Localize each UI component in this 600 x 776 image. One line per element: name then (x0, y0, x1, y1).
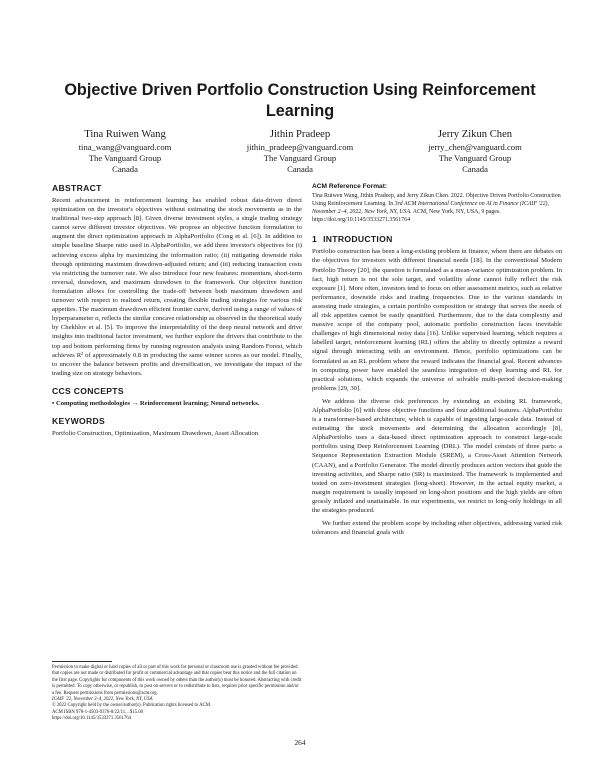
author-2 (215, 128, 385, 175)
author-org: The Vanguard Group (438, 152, 512, 163)
copyright-line: © 2022 Copyright held by the owner/author(s). Publication rights licensed to ACM. (52, 703, 212, 709)
author-name: Jithin Pradeep (269, 129, 331, 140)
ccs-heading: CCS CONCEPTS (52, 385, 124, 396)
isbn-line: ACM ISBN 978-1-4503-9376-8/22/11... $15.00 (52, 709, 143, 715)
intro-paragraph-1: Portfolio construction has been a long-existing problem in finance, where there are debates on the objectives for investors with different financial needs [18]. In the conventional Modern Portfolio Theory [20], the question is formulated as a mean-variance optimization problem. In fact, high return is not the sole target, and volatility alone cannot fully reflect the risk exposure [1]. More often, investors tend to focus on other assessment metrics, such as relative performance, downside risks and trading frequencies. Due to the various standards in assessing trade strategies, a certain portfolio composition or strategy that serves the needs of all risk appetites cannot be easily quantified. Furthermore, due to the data complexity and massive scope of the company pool, automatic portfolio construction faces inevitable challenges of high dimensional noisy data [16]. Unlike supervised learning, which requires a labelled target, reinforcement learning (RL) offers the ability to directly optimize a reward signal through interacting with an environment. Hence, portfolio optimizations can be formulated as an RL problem where the reward indicates the financial goal. Recent advances in computing power have enabled the seamless integration of deep learning and RL for practical solutions, which expands the universe of solvable multi-period decision-making problems [29, 30]. (312, 248, 562, 392)
author-name: Tina Ruiwen Wang (84, 129, 166, 140)
author-email[interactable]: jerry_chen@vanguard.com (428, 141, 522, 152)
intro-paragraph-3: We further extend the problem scope by including other objectives, addressing varied risk tolerances and financial goals with (312, 520, 562, 537)
author-country: Canada (112, 163, 138, 174)
doi-link[interactable]: https://doi.org/10.1145/3533271.3561764 (52, 716, 132, 722)
footnote-block (52, 661, 302, 723)
author-block (40, 128, 560, 175)
reference-format-heading: ACM Reference Format: (312, 183, 388, 190)
abstract-heading: ABSTRACT (52, 183, 102, 193)
author-org: The Vanguard Group (263, 152, 337, 163)
author-org: The Vanguard Group (88, 152, 162, 163)
left-column (52, 183, 302, 438)
intro-paragraph-2: We address the diverse risk preferences by extending an existing RL framework, AlphaPortfolio [6] with three objective functions and four additional features. AlphaPortfolio is a transformer-based architecture, which is capable of ingesting large-scale data. Instead of estimating the stock movements and determining the allocation accordingly [8], AlphaPortfolio uses a data-based direct optimization approach to construct large-scale portfolios using Deep Reinforcement Learning (DRL). The model consists of three parts: a Sequence Representation Extraction Module (SREM), a Cross-Asset Attention Network (CAAN), and a Portfolio Generator. The model directly produces action vectors that guide the investing activities, and Sharpe ratio (SR) is maximized. The framework is implemented and tested on zero-investment strategies (long-short). However, in the actual equity market, a margin requirement is usually imposed on long-short positions and the high yields are often grossly inflated and unattainable. In our experiments, we restrict to long-only holdings in all the strategies produced. (312, 397, 562, 514)
permission-notice: Permission to make digital or hard copies of all or part of this work for personal or classroom use is granted without fee provided that copies are not made or distributed for profit or commercial advantage and that copies bear this notice and the full citation on the first page. Copyrights for components of this work owned by others than the author(s) must be honored. Abstracting with credit is permitted. To copy otherwise, or republish, to post on servers or to redistribute to lists, requires prior specific permission and/or a fee. Request permissions from permissions@acm.org. (52, 665, 302, 696)
paper-title: Objective Driven Portfolio Construction Using Reinforcement Learning (64, 81, 536, 120)
author-country: Canada (462, 163, 488, 174)
author-3 (390, 128, 560, 175)
author-email[interactable]: jithin_pradeep@vanguard.com (246, 141, 354, 152)
keywords-text: Portfolio Construction, Optimization, Maximum Drawdown, Asset Allocation (52, 429, 259, 437)
ccs-text: • Computing methodologies → Reinforcement learning; Neural networks. (52, 399, 260, 407)
page-number: 264 (294, 738, 306, 747)
abstract-text: Recent advancement in reinforcement learning has enabled robust data-driven direct optimization on the investor's objectives without estimating the stock movements as in the traditional two-step approach [8]. Given diverse investment styles, a single trading strategy cannot serve different investor objectives. We propose an objective function formulation to augment the direct optimization approach in AlphaPortfolio (Cong et al. [6]). In addition to simple baseline Sharpe ratio used in AlphaPortfolio, we add three investor's objectives for (i) achieving excess alpha by maximizing the information ratio; (ii) mitigating downside risks through optimizing maximum drawdown-adjusted return; and (iii) reducing transaction costs via restricting the turnover rate. We also introduce four new features: momentum, short-term reversal, drawdown, and maximum drawdown to the framework. Our objective function formulation allows for controlling the trade-off between both maximum drawdown and turnover with respect to realized return, creating flexible trading strategies for various risk appetites. The maximum drawdown efficient frontier curve, derived using a range of values of hyperparameter α, reflects the similar concave relationship as observed in the theoretical study by Chekhlov et al. [5]. To improve the interpretability of the deep neural network and drive insights into traditional factor investment, we further explore the drivers that contribute to the top and bottom performing firms by running regression analysis using Random Forest, which achieves R² of approximately 0.8 in producing the same winner scores as our model. Finally, to uncover the balance between profits and diversification, we investigate the impact of the trading size on strategy behaviors. (52, 197, 302, 377)
keywords-heading: KEYWORDS (52, 415, 106, 426)
reference-format-text: Tina Ruiwen Wang, Jithin Pradeep, and Jerry Zikun Chen. 2022. Objective Driven Portfolio Construction Using Reinforcement Learning. In 3rd ACM International Conference on AI in Finance (ICAIF '22), November 2–4, 2022, New York, NY, USA. ACM, New York, NY, USA, 9 pages. https://doi.org/10.1145/3533271.3561764 (312, 193, 561, 224)
author-name: Jerry Zikun Chen (437, 129, 513, 140)
introduction-heading: 1 INTRODUCTION (312, 234, 393, 245)
author-country: Canada (287, 163, 313, 174)
author-email[interactable]: tina_wang@vanguard.com (78, 141, 172, 152)
right-column (312, 183, 562, 537)
conference-line: ICAIF '22, November 2–4, 2022, New York, NY, USA (52, 697, 153, 703)
author-1 (40, 128, 210, 175)
